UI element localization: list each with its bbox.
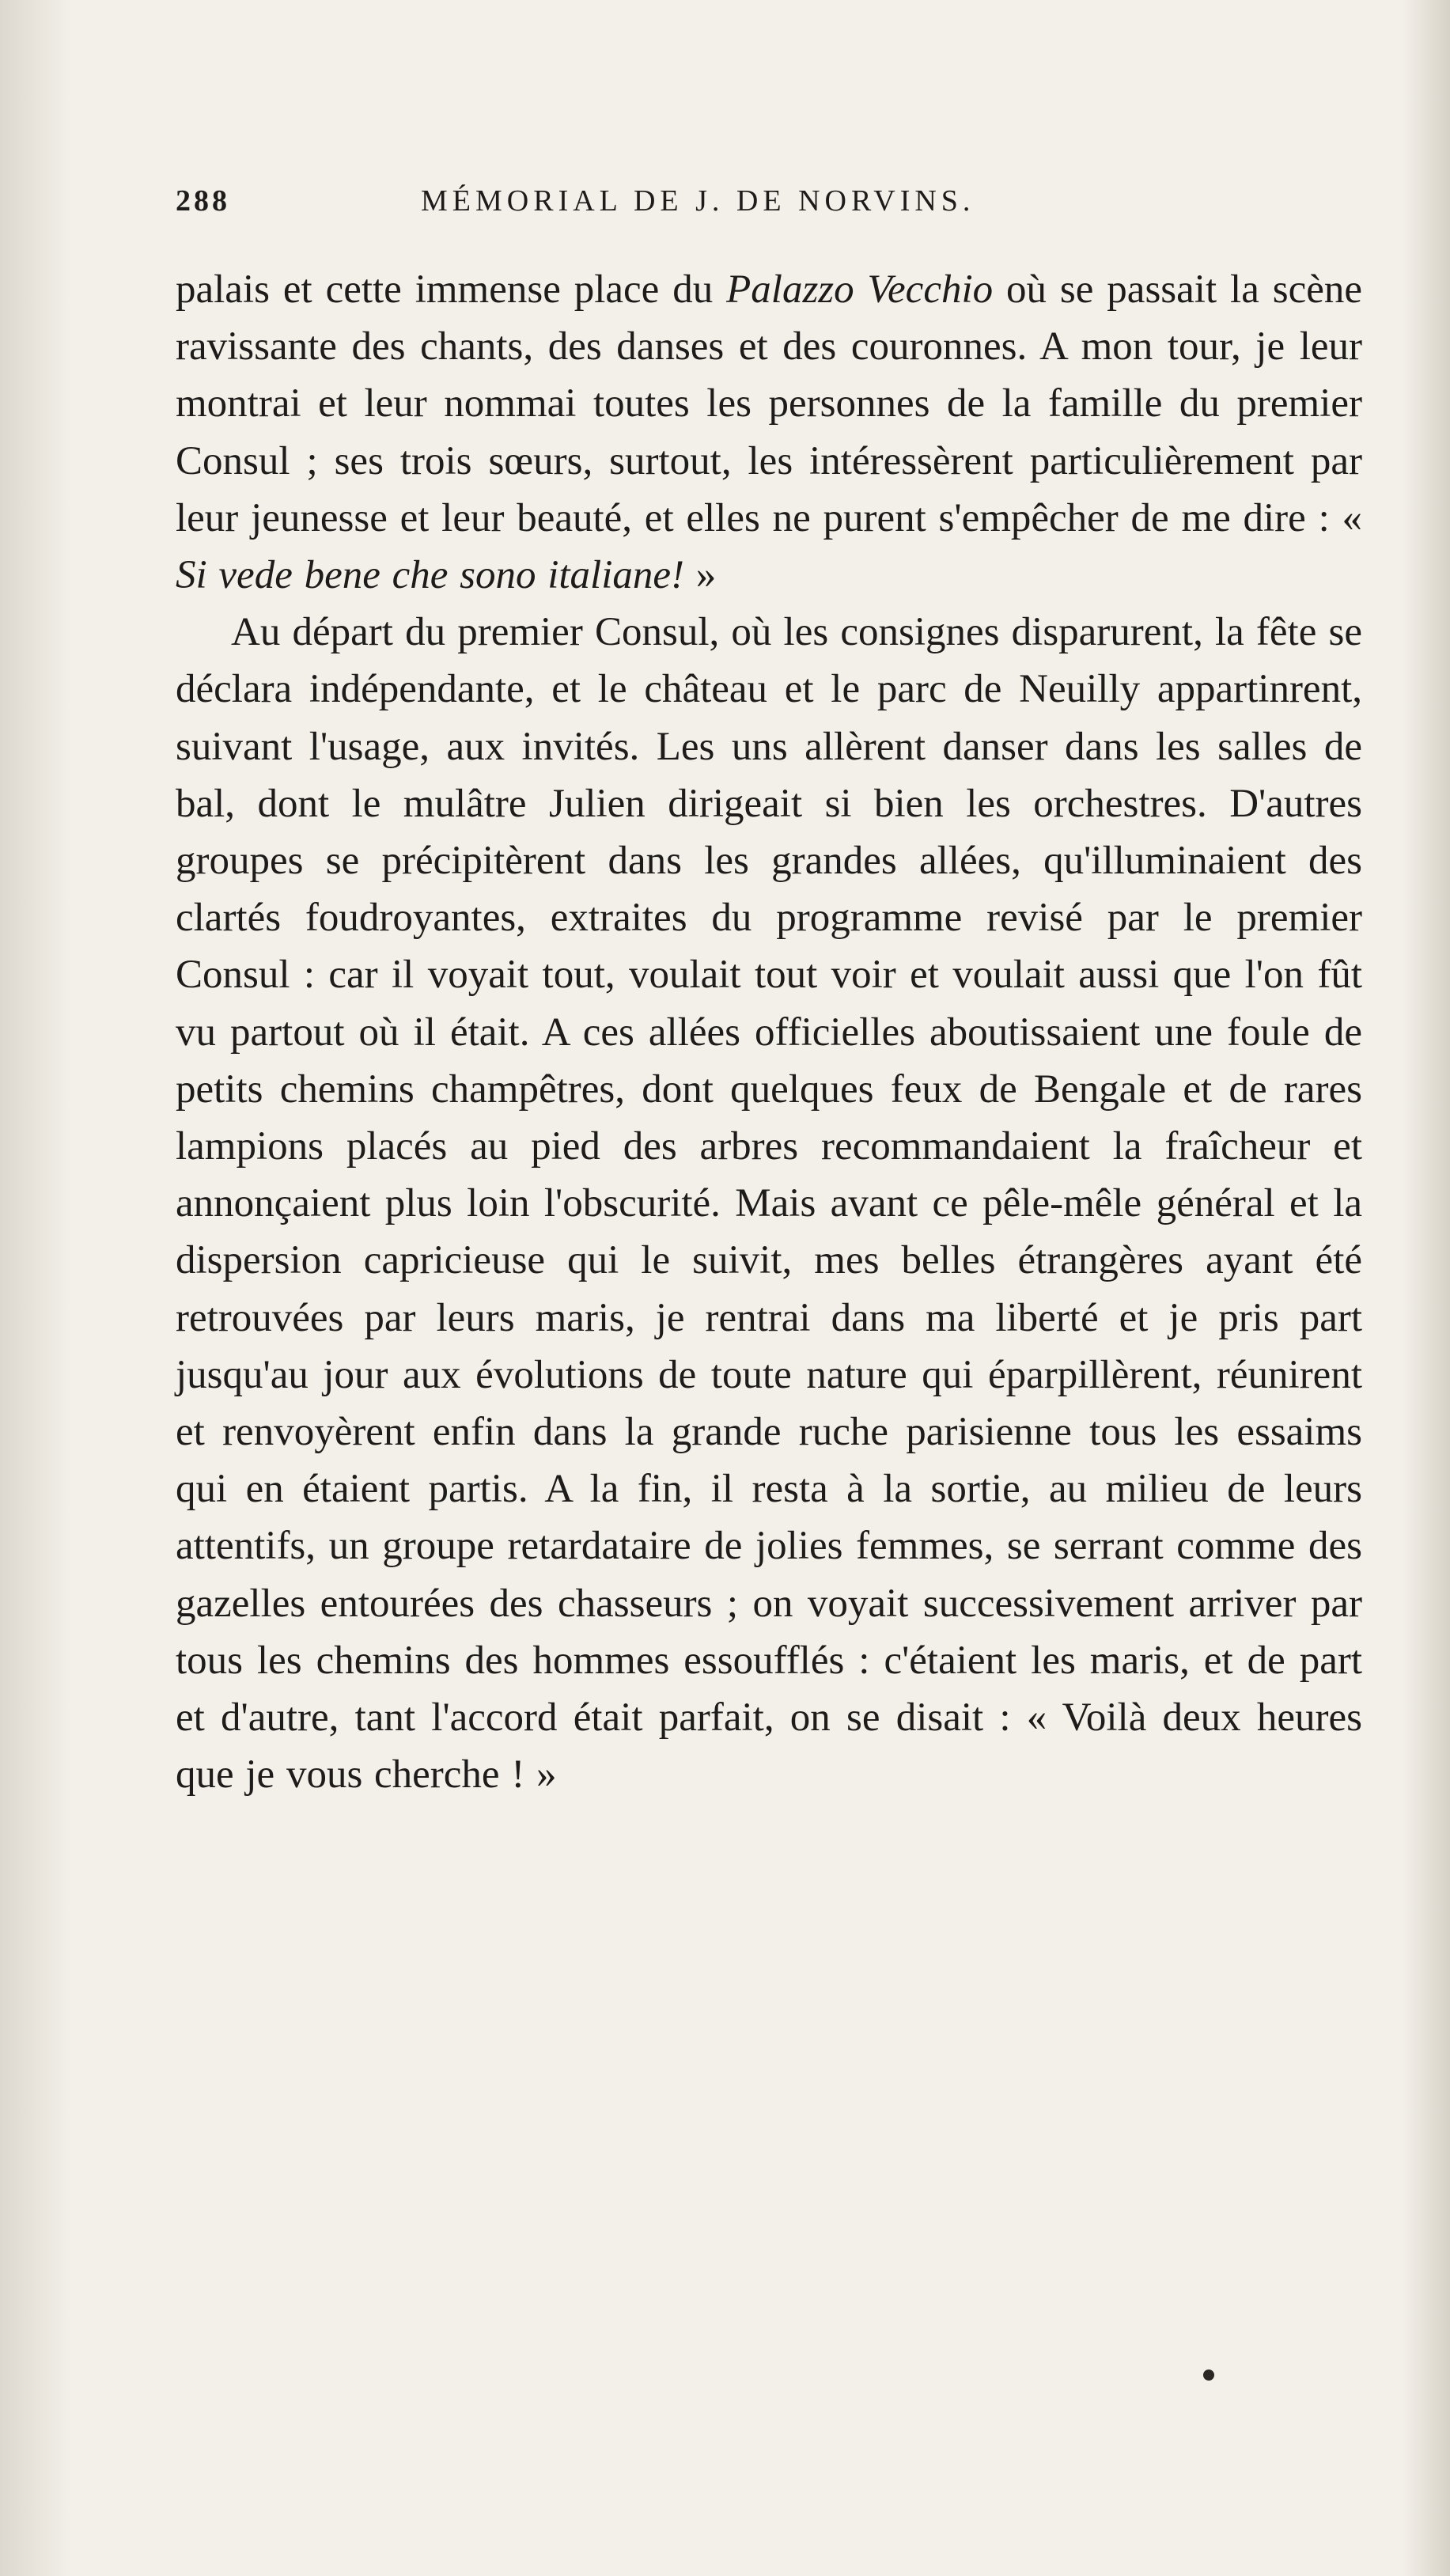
paragraph-1-part-1: palais et cette immense place du [176, 267, 727, 312]
page-edge-shadow-right [1403, 0, 1450, 2576]
page-header [176, 184, 1362, 231]
paragraph-1 [176, 261, 1362, 604]
paragraph-2: Au départ du premier Consul, où les consignes disparurent, la fête se déclara indépendante, et le château et le parc de Neuilly appartinrent, suivant l'usage, aux invités. Les uns allèrent danser dans les salles de bal, dont le mulâtre Julien dirigeait si bien les orchestres. D'autres groupes se précipitèrent dans les grandes allées, qu'illuminaient des clartés foudroyantes, extraites du programme revisé par le premier Consul : car il voyait tout, voulait tout voir et voulait aussi que l'on fût vu partout où il était. A ces allées officielles aboutissaient une foule de petits chemins champêtres, dont quelques feux de Bengale et de rares lampions placés au pied des arbres recommandaient la fraîcheur et annonçaient plus loin l'obscurité. Mais avant ce pêle-mêle général et la dispersion capricieuse qui le suivit, mes belles étrangères ayant été retrouvées par leurs maris, je rentrai dans ma liberté et je pris part jusqu'au jour aux évolutions de toute nature qui éparpillèrent, réunirent et renvoyèrent enfin dans la grande ruche parisienne tous les essaims qui en étaient partis. A la fin, il resta à la sortie, au milieu de leurs attentifs, un groupe retardataire de jolies femmes, se serrant comme des gazelles entourées des chasseurs ; on voyait successivement arriver par tous les chemins des hommes essoufflés : c'étaient les maris, et de part et d'autre, tant l'accord était parfait, on se disait : « Voilà deux heures que je vous cherche ! » [176, 610, 1362, 1798]
page-number: 288 [176, 184, 230, 218]
running-head: MÉMORIAL DE J. DE NORVINS. [421, 184, 975, 218]
ink-dot-mark [1203, 2370, 1214, 2381]
body-text [176, 261, 1362, 1803]
paragraph-1-part-2: où se passait la scène ravissante des chants, des danses et des couronnes. A mon tour, je leur montrai et leur nommai toutes les personnes de la famille du premier Consul ; ses trois sœurs, surtout, les intéressèrent particulièrement par leur jeunesse et leur beauté, et elles ne purent s'empêcher de me dire : « [176, 267, 1362, 540]
paragraph-1-part-3: » [684, 553, 717, 598]
paragraph-1-italic-2: Si vede bene che sono italiane! [176, 553, 685, 598]
paragraph-1-italic-1: Palazzo Vecchio [726, 267, 994, 312]
page-edge-shadow-left [0, 0, 71, 2576]
